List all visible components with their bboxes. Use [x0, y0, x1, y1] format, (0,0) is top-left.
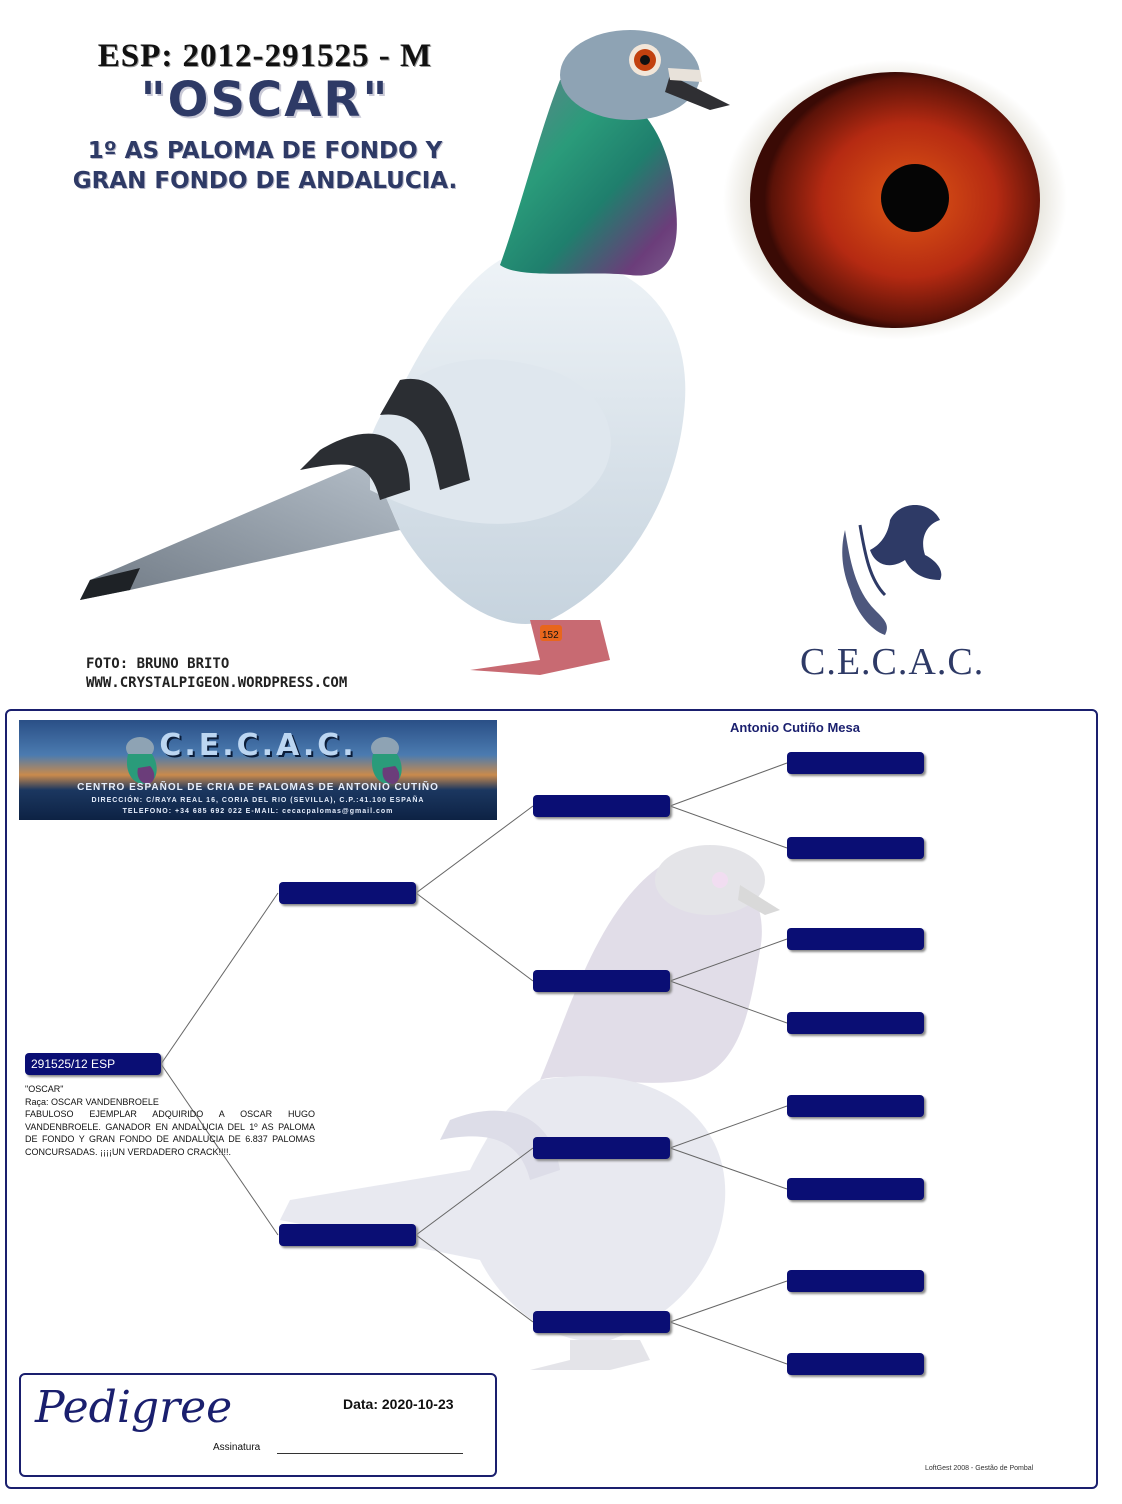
subject-description: FABULOSO EJEMPLAR ADQUIRIDO A OSCAR HUGO VANDENBROELE. GANADOR EN ANDALUCIA DEL 1º AS PALOMA DE FONDO Y GRAN FONDO DE ANDALUCIA DE 6.837 PALOMAS CONCURSADAS. ¡¡¡¡UN VERDADERO CRACK!!!!. [25, 1109, 315, 1157]
leg-ring-label: 152 [542, 630, 559, 641]
great-grandparent-box [787, 1353, 924, 1375]
grandparent-box [533, 1137, 670, 1159]
photo-credit-label: FOTO: [86, 656, 137, 672]
banner-subtitle: CENTRO ESPAÑOL DE CRIA DE PALOMAS DE ANTONIO CUTIÑO [77, 782, 439, 793]
great-grandparent-box [787, 1178, 924, 1200]
cecac-banner [19, 720, 497, 820]
pedigree-date: Data: 2020-10-23 [343, 1396, 454, 1412]
great-grandparent-box [787, 1012, 924, 1034]
pigeon-name: "OSCAR" [140, 72, 390, 128]
grandparent-box [533, 1311, 670, 1333]
sire-box [279, 882, 416, 904]
title-line-2: GRAN FONDO DE ANDALUCIA. [72, 168, 458, 194]
ring-number: ESP: 2012-291525 - M [97, 38, 433, 74]
title-line-1: 1º AS PALOMA DE FONDO Y [87, 138, 443, 164]
signature-label: Assinatura [213, 1442, 261, 1453]
subject-ring-box: 291525/12 ESP [25, 1053, 161, 1075]
signature-line [277, 1453, 463, 1454]
owner-name: Antonio Cutiño Mesa [730, 720, 860, 735]
grandparent-box [533, 795, 670, 817]
great-grandparent-box [787, 837, 924, 859]
grandparent-box [533, 970, 670, 992]
banner-address: DIRECCIÓN: C/RAYA REAL 16, CORIA DEL RIO (SEVILLA), C.P.:41.100 ESPAÑA [91, 797, 425, 804]
software-credit: LoftGest 2008 - Gestão de Pombal [925, 1465, 1034, 1472]
pedigree-script-title: Pedigree [35, 1382, 233, 1433]
cecac-logo-text: C.E.C.A.C. [800, 641, 985, 683]
photographer-name: BRUNO BRITO [136, 656, 230, 672]
photo-credit-url: WWW.CRYSTALPIGEON.WORDPRESS.COM [86, 675, 348, 691]
banner-contact: TELEFONO: +34 685 692 022 E-MAIL: cecacpalomas@gmail.com [122, 808, 394, 815]
subject-breed: Raça: OSCAR VANDENBROELE [25, 1096, 159, 1107]
dam-box [279, 1224, 416, 1246]
subject-name: "OSCAR" [25, 1084, 64, 1094]
great-grandparent-box [787, 1270, 924, 1292]
great-grandparent-box [787, 1095, 924, 1117]
great-grandparent-box [787, 752, 924, 774]
subject-notes [25, 1083, 315, 1158]
banner-title: C.E.C.A.C. [159, 728, 357, 763]
great-grandparent-box [787, 928, 924, 950]
